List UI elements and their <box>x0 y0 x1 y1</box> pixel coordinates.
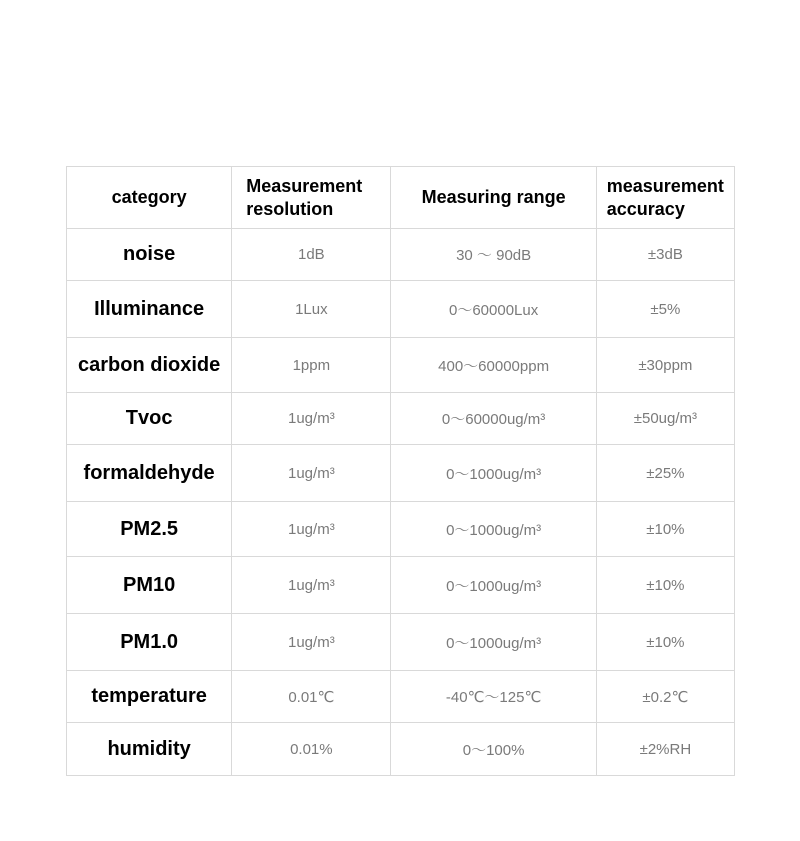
cell-range: 0～1000ug/m³ <box>391 614 596 671</box>
table-row <box>67 557 735 614</box>
cell-accuracy: ±30ppm <box>596 338 734 393</box>
cell-accuracy: ±0.2℃ <box>596 671 734 723</box>
cell-accuracy: ±25% <box>596 445 734 502</box>
table-row <box>67 229 735 281</box>
cell-range: 0～60000ug/m³ <box>391 393 596 445</box>
cell-category: carbon dioxide <box>67 338 232 393</box>
cell-resolution: 1Lux <box>232 281 391 338</box>
table-row <box>67 614 735 671</box>
cell-accuracy: ±50ug/m³ <box>596 393 734 445</box>
cell-category: Illuminance <box>67 281 232 338</box>
header-category: category <box>67 167 232 229</box>
header-range: Measuring range <box>391 167 596 229</box>
table-row <box>67 393 735 445</box>
cell-range: 0～60000Lux <box>391 281 596 338</box>
cell-category: PM2.5 <box>67 502 232 557</box>
cell-range: 0～100% <box>391 723 596 776</box>
cell-range: 0～1000ug/m³ <box>391 557 596 614</box>
cell-accuracy: ±2%RH <box>596 723 734 776</box>
cell-category: temperature <box>67 671 232 723</box>
cell-resolution: 1ug/m³ <box>232 614 391 671</box>
table-row <box>67 502 735 557</box>
cell-category: formaldehyde <box>67 445 232 502</box>
cell-accuracy: ±10% <box>596 614 734 671</box>
cell-range: 0～1000ug/m³ <box>391 445 596 502</box>
cell-category: PM10 <box>67 557 232 614</box>
cell-accuracy: ±3dB <box>596 229 734 281</box>
table-body <box>67 229 735 776</box>
header-accuracy: measurement accuracy <box>596 167 734 229</box>
cell-resolution: 0.01% <box>232 723 391 776</box>
cell-resolution: 1ug/m³ <box>232 445 391 502</box>
cell-range: 400～60000ppm <box>391 338 596 393</box>
cell-accuracy: ±10% <box>596 557 734 614</box>
cell-accuracy: ±5% <box>596 281 734 338</box>
cell-resolution: 1ppm <box>232 338 391 393</box>
cell-accuracy: ±10% <box>596 502 734 557</box>
cell-range: -40℃～125℃ <box>391 671 596 723</box>
cell-category: noise <box>67 229 232 281</box>
header-resolution: Measurement resolution <box>232 167 391 229</box>
cell-resolution: 0.01℃ <box>232 671 391 723</box>
table-header <box>67 167 735 229</box>
cell-category: Tvoc <box>67 393 232 445</box>
cell-category: humidity <box>67 723 232 776</box>
table-row <box>67 671 735 723</box>
spec-table <box>66 166 735 776</box>
table-row <box>67 723 735 776</box>
cell-category: PM1.0 <box>67 614 232 671</box>
table-row <box>67 281 735 338</box>
cell-resolution: 1ug/m³ <box>232 502 391 557</box>
cell-resolution: 1dB <box>232 229 391 281</box>
cell-range: 0～1000ug/m³ <box>391 502 596 557</box>
cell-resolution: 1ug/m³ <box>232 393 391 445</box>
table-row <box>67 338 735 393</box>
cell-range: 30 ～ 90dB <box>391 229 596 281</box>
table-row <box>67 445 735 502</box>
cell-resolution: 1ug/m³ <box>232 557 391 614</box>
header-row <box>67 167 735 229</box>
